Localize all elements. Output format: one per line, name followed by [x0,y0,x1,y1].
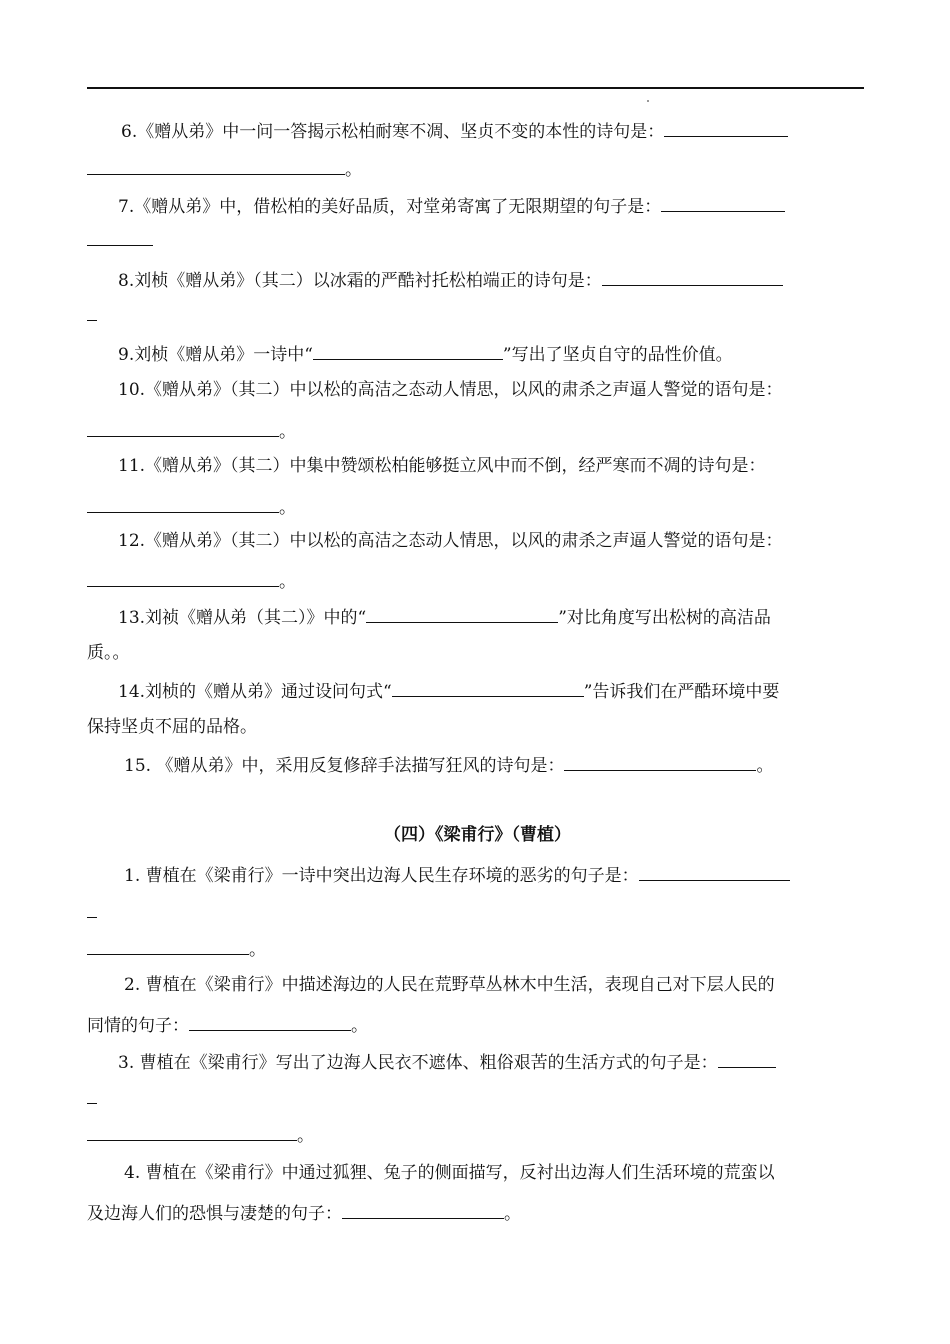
s4-answer-blank-3a[interactable] [718,1049,776,1068]
question-12-end: 。 [279,572,296,592]
s4-answer-blank-1c[interactable] [87,936,249,955]
question-13-line2-text: 质。。 [87,643,130,663]
s4-question-2-line2-text: 同情的句子： [87,1016,189,1036]
s4-question-2-line2 [87,1012,368,1037]
s4-question-4-line1: 4. 曹植在《梁甫行》中通过狐狸、兔子的侧面描写，反衬出边海人们生活环境的荒蛮以 [124,1163,775,1183]
s4-answer-blank-3c[interactable] [87,1122,297,1141]
question-10-text: 10.《赠从弟》（其二）中以松的高洁之态动人情思，以风的肃杀之声逼人警觉的语句是： [118,380,783,400]
question-14-pre: 14.刘桢的《赠从弟》通过设问句式“ [118,682,392,702]
s4-answer-blank-1a[interactable] [639,862,790,881]
question-11-cont [87,494,296,519]
s4-question-4-end: 。 [504,1204,521,1224]
question-12 [118,530,783,552]
s4-answer-blank-4[interactable] [342,1200,504,1219]
question-13-post: ”对比角度写出松树的高洁品 [558,608,771,628]
question-7-text: 7.《赠从弟》中，借松柏的美好品质，对堂弟寄寓了无限期望的句子是： [118,197,662,217]
question-13-pre: 13.刘祯《赠从弟（其二）》中的“ [118,608,367,628]
top-rule [87,87,864,89]
question-6-cont [87,156,362,181]
s4-question-1-text: 1. 曹植在《梁甫行》一诗中突出边海人民生存环境的恶劣的句子是： [124,866,639,886]
s4-question-2-end: 。 [351,1016,368,1036]
s4-question-2 [124,974,775,996]
question-15-text: 15. 《赠从弟》中，采用反复修辞手法描写狂风的诗句是： [124,756,565,776]
question-12-cont [87,568,296,593]
question-14-post: ”告诉我们在严酷环境中要 [583,682,780,702]
question-10-cont [87,418,296,443]
speck [647,100,649,102]
answer-blank-8a[interactable] [602,267,783,286]
answer-blank-9[interactable] [313,341,503,360]
question-15-end: 。 [756,756,774,776]
answer-blank-13[interactable] [366,604,558,623]
question-11 [118,455,766,477]
s4-answer-blank-2[interactable] [189,1012,351,1031]
s4-question-4 [124,1162,775,1184]
question-9-post: ”写出了坚贞自守的品性价值。 [502,345,733,365]
answer-blank-10[interactable] [87,418,279,437]
question-9 [118,341,733,366]
answer-blank-15[interactable] [564,752,756,771]
s4-question-3-end: 。 [297,1126,314,1146]
question-15 [124,752,773,777]
s4-question-1-cont [87,936,266,961]
s4-question-3-cont [87,1122,314,1147]
question-12-text: 12.《赠从弟》（其二）中以松的高洁之态动人情思，以风的肃杀之声逼人警觉的语句是： [118,531,783,551]
question-11-text: 11.《赠从弟》（其二）中集中赞颂松柏能够挺立风中而不倒，经严寒而不凋的诗句是： [118,456,766,476]
question-13-line2 [87,642,130,664]
question-11-end: 。 [279,498,296,518]
question-6-text: 6.《赠从弟》中一问一答揭示松柏耐寒不凋、坚贞不变的本性的诗句是： [121,122,665,142]
s4-question-2-line1: 2. 曹植在《梁甫行》中描述海边的人民在荒野草丛林木中生活，表现自己对下层人民的 [124,975,775,995]
question-6 [121,118,788,143]
question-9-pre: 9.刘桢《赠从弟》一诗中“ [118,345,313,365]
question-13 [118,604,771,629]
s4-question-3-text: 3. 曹植在《梁甫行》写出了边海人民衣不遮体、粗俗艰苦的生活方式的句子是： [118,1053,718,1073]
section-heading: （四）《梁甫行》（曹植） [384,825,571,845]
answer-blank-6a[interactable] [664,118,788,137]
s4-question-1-end: 。 [249,940,266,960]
question-14-line2 [87,716,257,738]
s4-question-1 [124,862,790,887]
s4-answer-blank-1b[interactable] [87,917,97,918]
s4-question-4-line2 [87,1200,521,1225]
question-7 [118,193,785,218]
s4-answer-blank-3b[interactable] [87,1103,97,1104]
question-8 [118,267,783,292]
answer-blank-7b[interactable] [87,245,153,246]
s4-question-3 [118,1049,776,1074]
answer-blank-14[interactable] [392,678,584,697]
question-14-line2-text: 保持坚贞不屈的品格。 [87,717,257,737]
question-10 [118,379,783,401]
question-14 [118,678,779,703]
answer-blank-8b[interactable] [87,320,97,321]
question-10-end: 。 [279,422,296,442]
answer-blank-7a[interactable] [661,193,785,212]
question-6-end: 。 [345,160,362,180]
answer-blank-12[interactable] [87,568,279,587]
answer-blank-11[interactable] [87,494,279,513]
question-8-text: 8.刘桢《赠从弟》（其二）以冰霜的严酷衬托松柏端正的诗句是： [118,271,602,291]
answer-blank-6b[interactable] [87,156,345,175]
s4-question-4-line2-text: 及边海人们的恐惧与凄楚的句子： [87,1204,342,1224]
